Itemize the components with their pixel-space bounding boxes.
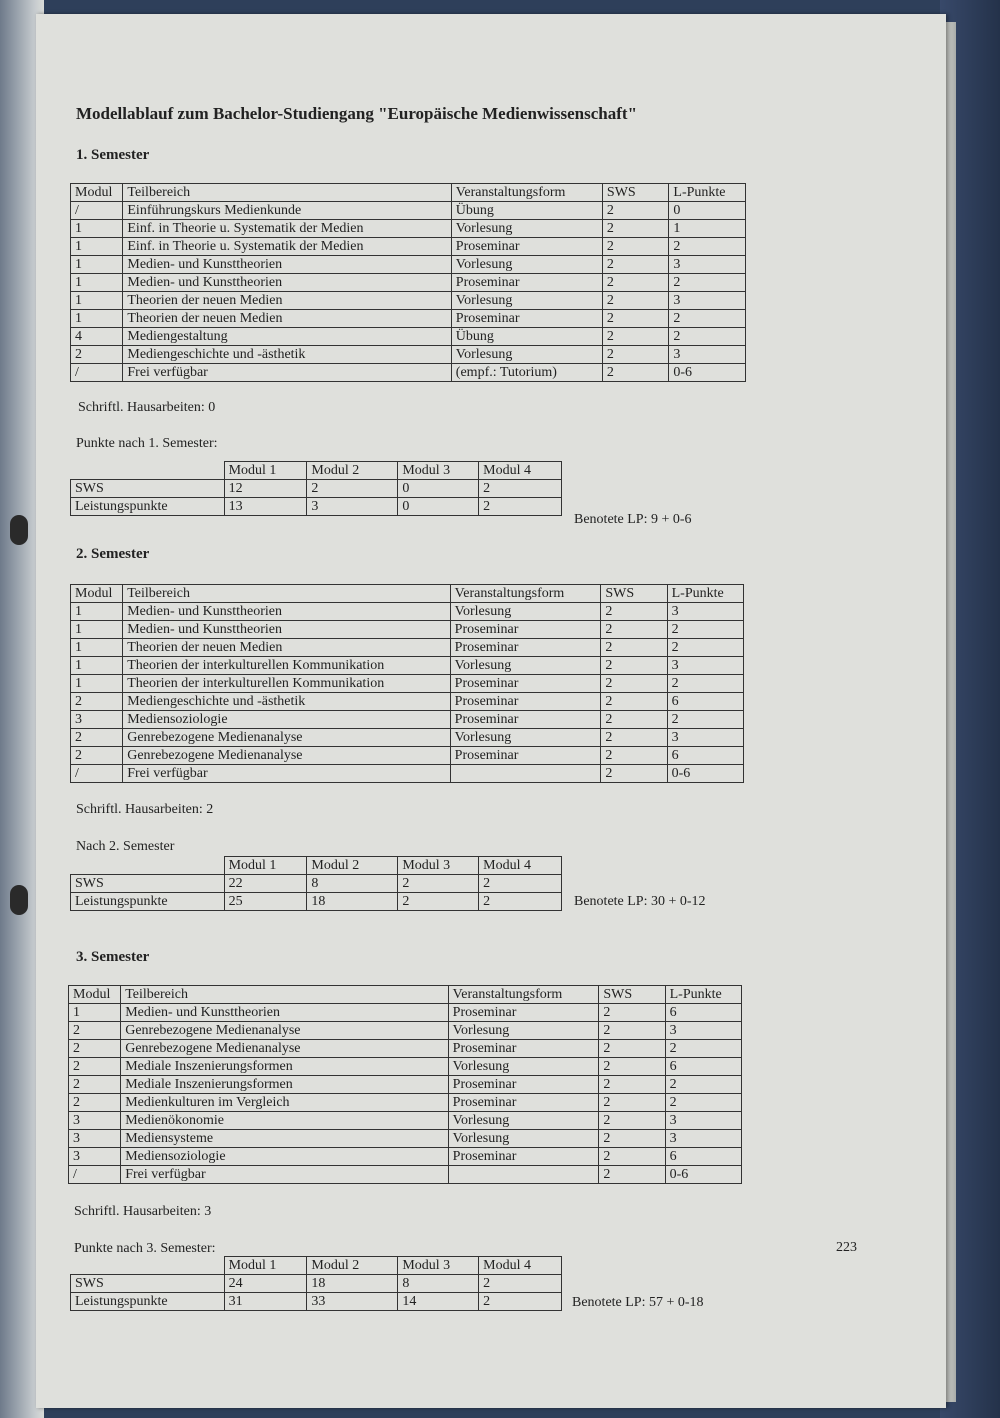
table-cell: 1	[71, 603, 123, 621]
table-row	[71, 693, 744, 711]
table-cell: Leistungspunkte	[71, 1293, 225, 1311]
table-cell: 8	[398, 1275, 479, 1293]
table-cell: Medien- und Kunsttheorien	[121, 1004, 448, 1022]
table-cell: 3	[307, 498, 398, 516]
table-cell: 2	[601, 675, 667, 693]
table-cell: 2	[479, 893, 562, 911]
table-row	[71, 621, 744, 639]
table-row	[69, 1130, 742, 1148]
semester-1-summary-table	[70, 461, 562, 516]
semester-1-hausarbeiten: Schriftl. Hausarbeiten: 0	[78, 400, 216, 415]
table-cell: 2	[669, 328, 746, 346]
column-header: L-Punkte	[667, 585, 743, 603]
table-cell: Mediensoziologie	[123, 711, 450, 729]
column-header	[71, 1257, 225, 1275]
table-cell: 13	[224, 498, 307, 516]
table-cell: Medien- und Kunsttheorien	[123, 603, 450, 621]
column-header: SWS	[601, 585, 667, 603]
table-cell: Genrebezogene Medienanalyse	[123, 729, 450, 747]
table-cell: 2	[599, 1058, 665, 1076]
table-cell: Theorien der neuen Medien	[123, 310, 451, 328]
table-cell: 1	[71, 310, 123, 328]
table-cell: 1	[669, 220, 746, 238]
table-cell: 1	[71, 274, 123, 292]
column-header	[71, 857, 225, 875]
table-cell: 2	[601, 693, 667, 711]
table-row	[69, 1004, 742, 1022]
table-header-row	[71, 585, 744, 603]
semester-2-summary-table	[70, 856, 562, 911]
table-cell: 2	[602, 328, 668, 346]
table-cell: Proseminar	[450, 675, 601, 693]
table-cell: 0	[669, 202, 746, 220]
table-cell: 2	[602, 364, 668, 382]
table-row	[71, 765, 744, 783]
page-number: 223	[836, 1240, 857, 1255]
table-cell: 3	[669, 346, 746, 364]
table-cell: 3	[69, 1112, 121, 1130]
semester-3-benotete: Benotete LP: 57 + 0-18	[572, 1295, 704, 1310]
table-cell: 6	[665, 1148, 741, 1166]
table-cell: 31	[224, 1293, 307, 1311]
table-row	[71, 1275, 562, 1293]
column-header: Modul 3	[398, 1257, 479, 1275]
table-row	[71, 346, 746, 364]
table-cell: Vorlesung	[448, 1112, 599, 1130]
table-cell: 2	[479, 480, 562, 498]
column-header: Modul 4	[479, 462, 562, 480]
semester-1-course-table	[70, 183, 746, 382]
table-cell: Einf. in Theorie u. Systematik der Medien	[123, 238, 451, 256]
table-cell: Theorien der neuen Medien	[123, 292, 451, 310]
table-cell: Vorlesung	[450, 657, 601, 675]
column-header: Modul 1	[224, 1257, 307, 1275]
table-cell: 4	[71, 328, 123, 346]
table-cell: Vorlesung	[448, 1130, 599, 1148]
table-cell: 2	[665, 1076, 741, 1094]
table-cell: Genrebezogene Medienanalyse	[121, 1040, 448, 1058]
semester-3-points-label: Punkte nach 3. Semester:	[74, 1241, 216, 1256]
column-header: Teilbereich	[121, 986, 448, 1004]
table-cell: SWS	[71, 480, 225, 498]
table-row	[71, 711, 744, 729]
semester-1-heading: 1. Semester	[76, 147, 150, 163]
table-cell: 2	[599, 1022, 665, 1040]
table-cell: 2	[71, 729, 123, 747]
table-cell: (empf.: Tutorium)	[451, 364, 602, 382]
table-row	[69, 1076, 742, 1094]
column-header: Modul 2	[307, 462, 398, 480]
table-cell: 2	[398, 875, 479, 893]
table-cell: 2	[602, 346, 668, 364]
table-cell: 2	[667, 621, 743, 639]
semester-3-course-table	[68, 985, 742, 1184]
table-cell: Mediensysteme	[121, 1130, 448, 1148]
table-cell: 2	[599, 1112, 665, 1130]
table-cell: Vorlesung	[450, 603, 601, 621]
table-cell: Vorlesung	[451, 292, 602, 310]
binder-ring	[10, 515, 28, 545]
table-header-row	[71, 462, 562, 480]
table-cell: Genrebezogene Medienanalyse	[121, 1022, 448, 1040]
table-cell: 2	[601, 729, 667, 747]
table-cell: Proseminar	[450, 747, 601, 765]
table-row	[69, 1040, 742, 1058]
column-header: Veranstaltungsform	[451, 184, 602, 202]
table-cell: 18	[307, 1275, 398, 1293]
document-page	[36, 14, 946, 1408]
table-cell: 3	[667, 603, 743, 621]
table-cell: Proseminar	[450, 693, 601, 711]
table-cell: 2	[602, 202, 668, 220]
table-cell: 1	[71, 220, 123, 238]
table-cell: 2	[71, 693, 123, 711]
semester-2-points-label: Nach 2. Semester	[76, 839, 175, 854]
table-cell: Übung	[451, 328, 602, 346]
table-cell: 2	[602, 310, 668, 328]
table-cell: 2	[599, 1004, 665, 1022]
table-row	[71, 893, 562, 911]
table-header-row	[71, 1257, 562, 1275]
table-cell: Einführungskurs Medienkunde	[123, 202, 451, 220]
table-cell: Proseminar	[448, 1004, 599, 1022]
table-cell: Mediengeschichte und -ästhetik	[123, 346, 451, 364]
table-cell: 2	[599, 1094, 665, 1112]
table-cell: 2	[602, 292, 668, 310]
column-header: Modul 1	[224, 857, 307, 875]
column-header: Modul 2	[307, 1257, 398, 1275]
table-cell: Proseminar	[450, 639, 601, 657]
table-cell: 2	[71, 346, 123, 364]
table-cell: 24	[224, 1275, 307, 1293]
table-cell: 2	[601, 621, 667, 639]
table-cell: 2	[667, 639, 743, 657]
table-cell: 2	[601, 747, 667, 765]
table-row	[69, 1112, 742, 1130]
table-cell: 2	[599, 1148, 665, 1166]
semester-1-points-label: Punkte nach 1. Semester:	[76, 436, 218, 451]
column-header: Teilbereich	[123, 585, 450, 603]
column-header: Veranstaltungsform	[448, 986, 599, 1004]
column-header: Veranstaltungsform	[450, 585, 601, 603]
table-cell: Mediengeschichte und -ästhetik	[123, 693, 450, 711]
table-cell: 3	[71, 711, 123, 729]
table-cell: Medienkulturen im Vergleich	[121, 1094, 448, 1112]
table-cell: 22	[224, 875, 307, 893]
table-cell: /	[71, 765, 123, 783]
table-cell: Proseminar	[448, 1148, 599, 1166]
table-cell: Proseminar	[450, 711, 601, 729]
column-header: Modul 4	[479, 1257, 562, 1275]
table-cell: 6	[667, 747, 743, 765]
table-cell: 0-6	[667, 765, 743, 783]
table-cell: Frei verfügbar	[123, 364, 451, 382]
table-cell	[450, 765, 601, 783]
page-stack-edge	[946, 22, 956, 1402]
table-cell: Vorlesung	[450, 729, 601, 747]
table-cell: Medien- und Kunsttheorien	[123, 256, 451, 274]
semester-2-hausarbeiten: Schriftl. Hausarbeiten: 2	[76, 802, 214, 817]
table-cell: 2	[71, 747, 123, 765]
table-cell: 3	[665, 1130, 741, 1148]
table-cell: Übung	[451, 202, 602, 220]
table-cell: 3	[69, 1148, 121, 1166]
table-cell: Mediale Inszenierungsformen	[121, 1076, 448, 1094]
table-cell: Proseminar	[450, 621, 601, 639]
table-cell: 1	[71, 256, 123, 274]
table-row	[69, 1166, 742, 1184]
table-cell: 3	[669, 292, 746, 310]
table-cell: 2	[307, 480, 398, 498]
table-cell: 2	[69, 1022, 121, 1040]
table-cell: Mediensoziologie	[121, 1148, 448, 1166]
table-cell: 0	[398, 480, 479, 498]
column-header: Modul	[69, 986, 121, 1004]
table-row	[71, 657, 744, 675]
table-cell: 2	[602, 220, 668, 238]
table-cell: 2	[69, 1040, 121, 1058]
table-cell: Genrebezogene Medienanalyse	[123, 747, 450, 765]
column-header: SWS	[599, 986, 665, 1004]
table-cell: 0	[398, 498, 479, 516]
table-row	[71, 498, 562, 516]
table-cell: Proseminar	[448, 1094, 599, 1112]
table-cell: 2	[69, 1058, 121, 1076]
table-cell: 1	[71, 238, 123, 256]
table-row	[71, 220, 746, 238]
table-cell: /	[69, 1166, 121, 1184]
table-row	[69, 1058, 742, 1076]
table-cell: 0-6	[665, 1166, 741, 1184]
table-cell: 2	[599, 1130, 665, 1148]
table-cell: 1	[71, 675, 123, 693]
table-cell: Proseminar	[451, 310, 602, 328]
table-cell: 2	[398, 893, 479, 911]
table-row	[71, 328, 746, 346]
table-row	[71, 747, 744, 765]
table-cell: Einf. in Theorie u. Systematik der Medien	[123, 220, 451, 238]
table-row	[71, 639, 744, 657]
table-cell: Medien- und Kunsttheorien	[123, 621, 450, 639]
table-cell: 6	[665, 1004, 741, 1022]
table-cell: 2	[601, 765, 667, 783]
table-cell: /	[71, 202, 123, 220]
table-cell: 2	[669, 238, 746, 256]
table-cell: 3	[669, 256, 746, 274]
table-cell: 2	[479, 1275, 562, 1293]
table-cell: 2	[667, 675, 743, 693]
column-header: Modul	[71, 184, 123, 202]
table-cell: 2	[69, 1094, 121, 1112]
table-header-row	[69, 986, 742, 1004]
column-header: SWS	[602, 184, 668, 202]
semester-2-benotete: Benotete LP: 30 + 0-12	[574, 894, 706, 909]
table-row	[71, 364, 746, 382]
table-row	[71, 875, 562, 893]
table-cell: Mediale Inszenierungsformen	[121, 1058, 448, 1076]
table-cell: 2	[599, 1166, 665, 1184]
column-header: Modul 2	[307, 857, 398, 875]
table-cell: 6	[667, 693, 743, 711]
table-cell: /	[71, 364, 123, 382]
table-cell	[448, 1166, 599, 1184]
column-header: Modul 4	[479, 857, 562, 875]
table-cell: Medienökonomie	[121, 1112, 448, 1130]
table-cell: 14	[398, 1293, 479, 1311]
column-header: Modul 1	[224, 462, 307, 480]
table-cell: 3	[665, 1112, 741, 1130]
table-row	[71, 238, 746, 256]
table-cell: 2	[479, 1293, 562, 1311]
table-cell: 1	[71, 621, 123, 639]
table-cell: Medien- und Kunsttheorien	[123, 274, 451, 292]
table-row	[71, 1293, 562, 1311]
semester-2-course-table	[70, 584, 744, 783]
table-cell: 2	[69, 1076, 121, 1094]
table-cell: 2	[669, 310, 746, 328]
table-cell: Theorien der interkulturellen Kommunikation	[123, 657, 450, 675]
table-cell: 2	[599, 1040, 665, 1058]
table-cell: Frei verfügbar	[123, 765, 450, 783]
table-row	[71, 292, 746, 310]
table-row	[71, 603, 744, 621]
table-cell: Vorlesung	[448, 1022, 599, 1040]
semester-2-heading: 2. Semester	[76, 546, 150, 562]
semester-1-benotete: Benotete LP: 9 + 0-6	[574, 512, 692, 527]
table-cell: 2	[601, 603, 667, 621]
table-cell: 3	[667, 657, 743, 675]
table-row	[71, 675, 744, 693]
table-cell: 2	[479, 875, 562, 893]
table-cell: Vorlesung	[448, 1058, 599, 1076]
table-row	[69, 1148, 742, 1166]
document-title: Modellablauf zum Bachelor-Studiengang "Europäische Medienwissenschaft"	[76, 104, 638, 123]
table-cell: 18	[307, 893, 398, 911]
column-header: Teilbereich	[123, 184, 451, 202]
table-cell: 33	[307, 1293, 398, 1311]
table-row	[71, 274, 746, 292]
table-row	[71, 480, 562, 498]
table-header-row	[71, 857, 562, 875]
table-cell: SWS	[71, 1275, 225, 1293]
table-cell: Leistungspunkte	[71, 893, 225, 911]
table-cell: 2	[601, 639, 667, 657]
table-cell: 1	[71, 639, 123, 657]
table-cell: Leistungspunkte	[71, 498, 225, 516]
table-cell: Proseminar	[451, 274, 602, 292]
table-cell: 2	[599, 1076, 665, 1094]
table-cell: 2	[601, 711, 667, 729]
table-cell: 2	[601, 657, 667, 675]
column-header	[71, 462, 225, 480]
table-cell: Proseminar	[448, 1040, 599, 1058]
table-cell: 1	[71, 657, 123, 675]
table-cell: 25	[224, 893, 307, 911]
table-cell: 1	[71, 292, 123, 310]
table-row	[71, 729, 744, 747]
table-cell: Theorien der interkulturellen Kommunikation	[123, 675, 450, 693]
table-cell: SWS	[71, 875, 225, 893]
column-header: Modul 3	[398, 462, 479, 480]
table-cell: 2	[665, 1094, 741, 1112]
table-cell: Theorien der neuen Medien	[123, 639, 450, 657]
table-cell: 2	[667, 711, 743, 729]
table-cell: Vorlesung	[451, 346, 602, 364]
table-cell: 2	[602, 274, 668, 292]
table-cell: 6	[665, 1058, 741, 1076]
column-header: Modul	[71, 585, 123, 603]
table-cell: 12	[224, 480, 307, 498]
table-cell: 3	[69, 1130, 121, 1148]
table-row	[69, 1094, 742, 1112]
table-cell: Mediengestaltung	[123, 328, 451, 346]
semester-3-heading: 3. Semester	[76, 949, 150, 965]
table-cell: 0-6	[669, 364, 746, 382]
table-row	[71, 256, 746, 274]
table-row	[71, 202, 746, 220]
table-cell: 2	[665, 1040, 741, 1058]
table-cell: Proseminar	[451, 238, 602, 256]
table-cell: 3	[665, 1022, 741, 1040]
table-cell: Frei verfügbar	[121, 1166, 448, 1184]
table-row	[69, 1022, 742, 1040]
table-cell: 2	[479, 498, 562, 516]
column-header: Modul 3	[398, 857, 479, 875]
table-cell: 3	[667, 729, 743, 747]
table-cell: Vorlesung	[451, 220, 602, 238]
table-cell: 2	[602, 238, 668, 256]
table-header-row	[71, 184, 746, 202]
table-cell: 1	[69, 1004, 121, 1022]
table-cell: 2	[669, 274, 746, 292]
table-cell: Vorlesung	[451, 256, 602, 274]
semester-3-hausarbeiten: Schriftl. Hausarbeiten: 3	[74, 1204, 212, 1219]
table-cell: 2	[602, 256, 668, 274]
table-row	[71, 310, 746, 328]
binder-ring	[10, 885, 28, 915]
table-cell: 8	[307, 875, 398, 893]
column-header: L-Punkte	[669, 184, 746, 202]
column-header: L-Punkte	[665, 986, 741, 1004]
semester-3-summary-table	[70, 1256, 562, 1311]
table-cell: Proseminar	[448, 1076, 599, 1094]
